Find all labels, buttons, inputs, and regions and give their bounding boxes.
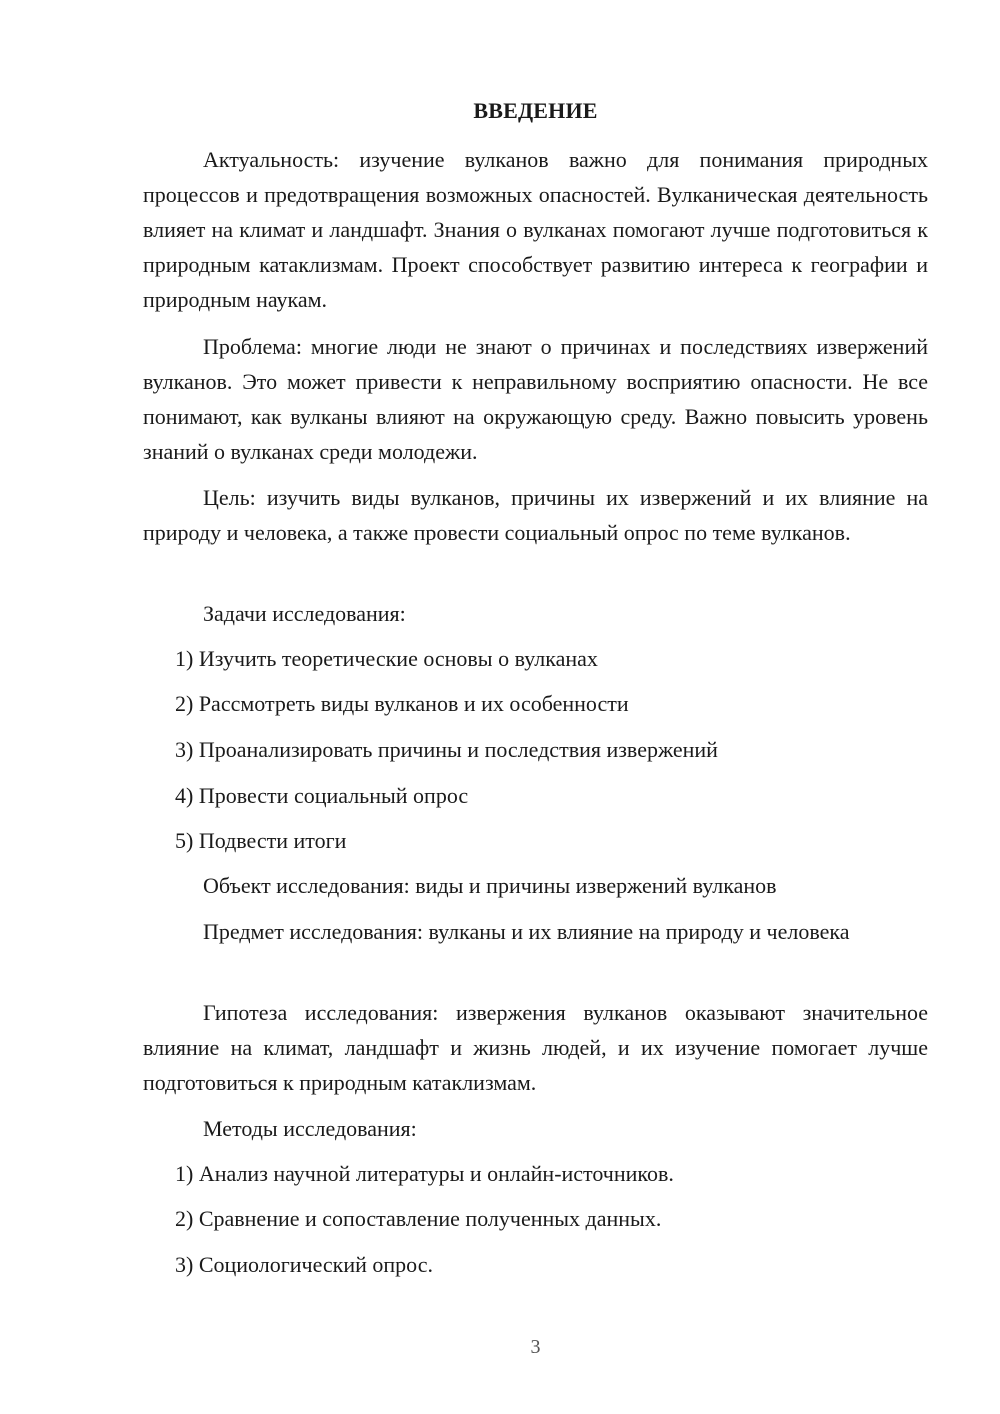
task-item-4: 4) Провести социальный опрос	[175, 783, 469, 808]
research-hypothesis: Гипотеза исследования: извержения вулканов оказывают значительное влияние на климат, ландшафт и жизнь людей, и их изучение помогает лучше подготовиться к природным катаклизмам.	[143, 1000, 928, 1095]
section-title: ВВЕДЕНИЕ	[473, 98, 598, 123]
problem-paragraph: Проблема: многие люди не знают о причинах и последствиях извержений вулканов. Это может привести к неправильному восприятию опасности. Не все понимают, как вулканы влияют на окружающую среду. Важно повысить уровень знаний о вулканах среди молодежи.	[143, 334, 928, 464]
method-item-2: 2) Сравнение и сопоставление полученных данных.	[175, 1206, 662, 1231]
method-item-3: 3) Социологический опрос.	[175, 1252, 433, 1277]
page-number: 3	[530, 1336, 541, 1358]
task-item-3: 3) Проанализировать причины и последствия извержений	[175, 737, 718, 762]
relevance-paragraph: Актуальность: изучение вулканов важно для понимания природных процессов и предотвращения возможных опасностей. Вулканическая деятельность влияет на климат и ландшафт. Знания о вулканах помогают лучше подготовиться к природным катаклизмам. Проект способствует развитию интереса к географии и природным наукам.	[143, 147, 928, 312]
methods-heading: Методы исследования:	[203, 1116, 417, 1141]
task-item-5: 5) Подвести итоги	[175, 828, 347, 853]
goal-paragraph: Цель: изучить виды вулканов, причины их извержений и их влияние на природу и человека, а также провести социальный опрос по теме вулканов.	[143, 485, 928, 545]
task-item-1: 1) Изучить теоретические основы о вулканах	[175, 646, 598, 671]
task-item-2: 2) Рассмотреть виды вулканов и их особенности	[175, 691, 629, 716]
tasks-heading: Задачи исследования:	[203, 601, 406, 626]
method-item-1: 1) Анализ научной литературы и онлайн-источников.	[175, 1161, 674, 1186]
research-object: Объект исследования: виды и причины извержений вулканов	[203, 873, 777, 898]
research-subject: Предмет исследования: вулканы и их влияние на природу и человека	[203, 919, 850, 944]
